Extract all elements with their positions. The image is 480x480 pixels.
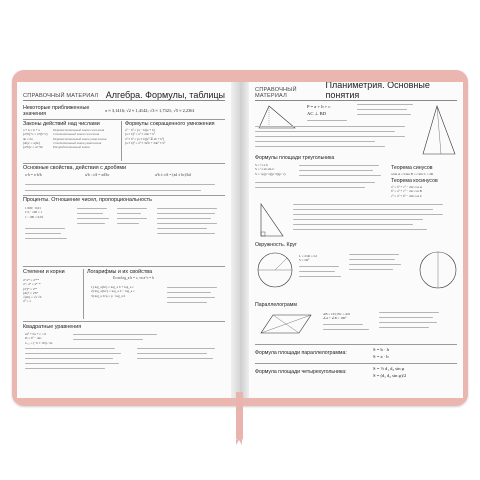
text-line (167, 287, 217, 288)
text-line (167, 297, 215, 298)
fraction-row-1: a·b = a·b/b (25, 173, 42, 177)
log-intro: Если log_a b = c, то a^c = b (113, 276, 155, 280)
bookmark-ribbon[interactable] (236, 392, 243, 440)
section-cosines: Теорема косинусов (391, 178, 438, 184)
triangle-diagram (255, 102, 301, 132)
section-par-area: Формула площади параллелограмма: (255, 350, 347, 356)
area-formulas: S = ½ a·h S = ½ ab sin C S = √p(p−a)(p−b)(p−c) (255, 163, 286, 176)
sines-formula: a/sin A = b/sin B = c/sin C = 2R (391, 172, 434, 176)
text-line (255, 131, 395, 132)
left-page-algebra (17, 82, 231, 398)
quad-area-formula: S = ½ d₁ d₂ sin φ (373, 366, 405, 371)
text-line (167, 292, 211, 293)
text-line (25, 233, 61, 234)
text-line (157, 228, 207, 229)
circle-diagram (255, 250, 295, 290)
text-line (307, 120, 347, 121)
text-line (157, 213, 215, 214)
par-area-formula: S = b · h (373, 347, 389, 352)
divider (23, 321, 225, 322)
text-line (255, 141, 375, 142)
text-line (77, 208, 107, 209)
text-line (349, 254, 399, 255)
approx-values: π ≈ 3,1416; √2 ≈ 1,4142; √3 ≈ 1,7321; √5 ≈ 2,2361 (105, 108, 195, 113)
text-line (77, 218, 109, 219)
text-line (25, 348, 115, 349)
text-line (323, 324, 363, 325)
text-line (137, 348, 215, 349)
section-laws: Законы действий над числами (23, 121, 100, 127)
text-line (25, 228, 65, 229)
text-line (25, 363, 119, 364)
text-line (255, 146, 385, 147)
text-line (349, 269, 393, 270)
right-triangle-diagram (257, 200, 287, 240)
text-line (25, 368, 105, 369)
text-line (117, 213, 141, 214)
text-line (293, 224, 413, 225)
text-line (299, 276, 341, 277)
text-line (73, 334, 157, 335)
divider (23, 163, 225, 164)
text-line (157, 223, 217, 224)
text-line (323, 329, 369, 330)
section-circle: Окружность. Круг (255, 242, 297, 248)
left-page-title: Алгебра. Формулы, таблицы (105, 90, 225, 100)
right-header-tag: СПРАВОЧНЫЙ МАТЕРИАЛ (255, 87, 297, 99)
text-line (137, 353, 207, 354)
text-line (349, 259, 395, 260)
text-line (157, 218, 211, 219)
text-line (157, 233, 215, 234)
text-line (255, 187, 365, 188)
right-page-title: Планиметрия. Основные понятия (325, 82, 430, 100)
section-fractions: Основные свойства, действия с дробями (23, 165, 127, 171)
fraction-row-2: a/b : c/d = ad/bc (85, 173, 110, 177)
text-line (299, 165, 379, 166)
text-line (117, 208, 147, 209)
text-line (117, 223, 139, 224)
section-parallelogram: Параллелограмм (255, 302, 297, 308)
log-rules: 1) log_a(bc) = log_a b + log_a c 2) log_a(b/c) = log_a b − log_a c 3) log_a b^p = p · log_a b (91, 285, 135, 298)
divider (255, 344, 457, 345)
left-header-tag: СПРАВОЧНЫЙ МАТЕРИАЛ (23, 93, 99, 99)
text-line (137, 358, 213, 359)
text-line (379, 312, 439, 313)
section-quadratic: Квадратные уравнения (23, 324, 82, 330)
text-line (167, 302, 207, 303)
text-line (357, 104, 413, 105)
text-line (299, 271, 335, 272)
section-powers: Степени и корни (23, 269, 65, 275)
triangle-diagram-2 (417, 102, 459, 158)
text-line (299, 170, 373, 171)
power-formulas: aⁿ·aᵐ = aⁿ⁺ᵐ aⁿ : aᵐ = aⁿ⁻ᵐ (aⁿ)ᵐ = aⁿᵐ (ab)ⁿ = aⁿbⁿ √(ab) = √a·√b a⁰ = 1 (23, 278, 42, 304)
laws-formulas: a + b = b + a (a+b)+c = a+(b+c) ab = ba (ab)c = a(bc) (a+b)c = ac+bc (23, 128, 48, 150)
approx-title-2: значения (23, 111, 47, 117)
text-line (157, 208, 217, 209)
text-line (77, 213, 103, 214)
text-line (255, 182, 375, 183)
text-line (293, 229, 427, 230)
text-line (255, 136, 405, 137)
text-line (299, 266, 339, 267)
cosines-formulas: a² = b² + c² − 2bc cos A b² = a² + c² − 2ac cos B c² = a² + b² − 2ab cos C (391, 185, 423, 198)
par-area-formula-2: S = a · b (373, 354, 389, 359)
circle-diagram-2 (417, 248, 459, 292)
book-spine (231, 82, 249, 398)
text-line (73, 339, 143, 340)
text-line (379, 322, 437, 323)
left-page-header (23, 88, 225, 101)
text-line (293, 214, 443, 215)
right-page-header (255, 82, 457, 101)
text-line (25, 353, 121, 354)
fraction-row-3: a/b ± c/d = (ad ± bc)/bd (155, 173, 191, 177)
divider (255, 363, 457, 364)
right-page-planimetry (249, 82, 463, 398)
quad-area-formula-2: S = (d₁ d₂ sin φ)/2 (373, 373, 407, 378)
text-line (379, 317, 433, 318)
divider (83, 269, 84, 319)
parallelogram-diagram (257, 311, 315, 337)
text-line (25, 358, 113, 359)
text-line (349, 264, 401, 265)
text-line (357, 109, 407, 110)
text-line (293, 219, 423, 220)
text-line (117, 218, 147, 219)
section-logs: Логарифмы и их свойства (87, 269, 153, 275)
section-quad-area: Формула площади четырехугольника: (255, 369, 347, 375)
divider (121, 121, 122, 161)
text-line (357, 114, 411, 115)
divider (23, 266, 225, 267)
triangle-perp: AC ⊥ BD (307, 111, 327, 116)
text-line (299, 175, 381, 176)
percent-lines: 1 000 · 0,01 1% · 100 = 1 1 : 100 = 0,01 (25, 206, 44, 219)
laws-terms: Переместительный закон сложения Сочетательный закон сложения Переместительный закон умножения Сочетательный закон умножения Распределительный закон (53, 128, 107, 150)
divider (23, 119, 225, 120)
divider (23, 195, 225, 196)
parallelogram-formulas: AB = CD; BC = AD ∠A + ∠B = 180° (323, 312, 350, 321)
approx-title: Некоторые приближенные (23, 105, 90, 111)
short-mult-formulas: a² − b² = (a − b)(a + b) (a ± b)² = a² ± 2ab + b² a³ ± b³ = (a ± b)(a² ∓ ab + b²) (a ± b)³ = a³ ± 3a²b + 3ab² ± b³ (125, 128, 166, 145)
triangle-perimeter: P = a + b + c (307, 104, 331, 109)
section-sines: Теорема синусов (391, 165, 433, 171)
text-line (293, 209, 433, 210)
text-line (25, 190, 201, 191)
text-line (77, 223, 105, 224)
quadratic-lines: ax² + bx + c = 0 D = b² − 4ac x₁,₂ = (−b ± √D) / 2a (25, 332, 53, 345)
section-percent: Проценты. Отношение чисел, пропорциональность (23, 197, 152, 203)
text-line (25, 184, 215, 185)
section-triangle-area: Формулы площади треугольника (255, 155, 335, 161)
section-short-mult: Формулы сокращенного умножения (125, 121, 215, 127)
text-line (293, 204, 443, 205)
text-line (379, 327, 429, 328)
circle-formulas: L = 2πR = πd S = πR² (299, 254, 317, 263)
text-line (25, 238, 67, 239)
